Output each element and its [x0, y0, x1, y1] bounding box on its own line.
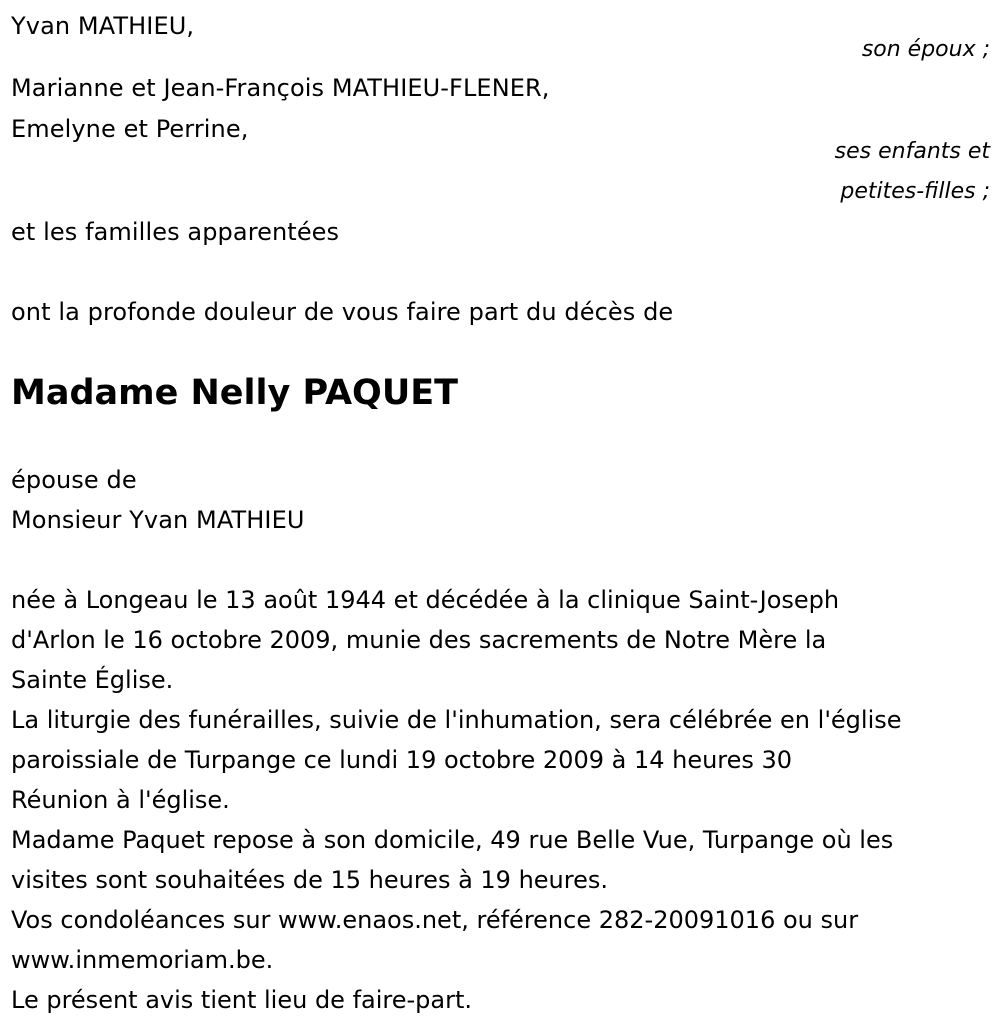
- spouse-name: Monsieur Yvan MATHIEU: [11, 506, 305, 534]
- family-relatives: et les familles apparentées: [11, 218, 340, 246]
- role-husband: son époux ;: [861, 37, 990, 62]
- body-line: paroissiale de Turpange ce lundi 19 octobre 2009 à 14 heures 30: [11, 746, 793, 774]
- body-line: Vos condoléances sur www.enaos.net, référence 282-20091016 ou sur: [11, 906, 859, 934]
- body-line: née à Longeau le 13 août 1944 et décédée à la clinique Saint-Joseph: [11, 586, 840, 614]
- announcement-intro: ont la profonde douleur de vous faire part du décès de: [11, 298, 674, 326]
- body-line: Sainte Église.: [11, 666, 174, 694]
- family-member-children: Marianne et Jean-François MATHIEU-FLENER,: [11, 74, 550, 102]
- body-line: www.inmemoriam.be.: [11, 946, 274, 974]
- body-line: d'Arlon le 16 octobre 2009, munie des sacrements de Notre Mère la: [11, 626, 827, 654]
- body-line: visites sont souhaitées de 15 heures à 19 heures.: [11, 866, 608, 894]
- family-member-grandchildren: Emelyne et Perrine,: [11, 115, 249, 143]
- spouse-intro: épouse de: [11, 466, 137, 494]
- family-member-husband: Yvan MATHIEU,: [11, 12, 195, 40]
- body-line: La liturgie des funérailles, suivie de l'inhumation, sera célébrée en l'église: [11, 706, 902, 734]
- deceased-name: Madame Nelly PAQUET: [11, 373, 459, 413]
- body-line: Réunion à l'église.: [11, 786, 230, 814]
- body-line: Le présent avis tient lieu de faire-part.: [11, 986, 473, 1014]
- body-line: Madame Paquet repose à son domicile, 49 rue Belle Vue, Turpange où les: [11, 826, 894, 854]
- role-children-line1: ses enfants et: [834, 139, 990, 164]
- role-children-line2: petites-filles ;: [840, 179, 990, 204]
- obituary-body: [11, 580, 993, 1020]
